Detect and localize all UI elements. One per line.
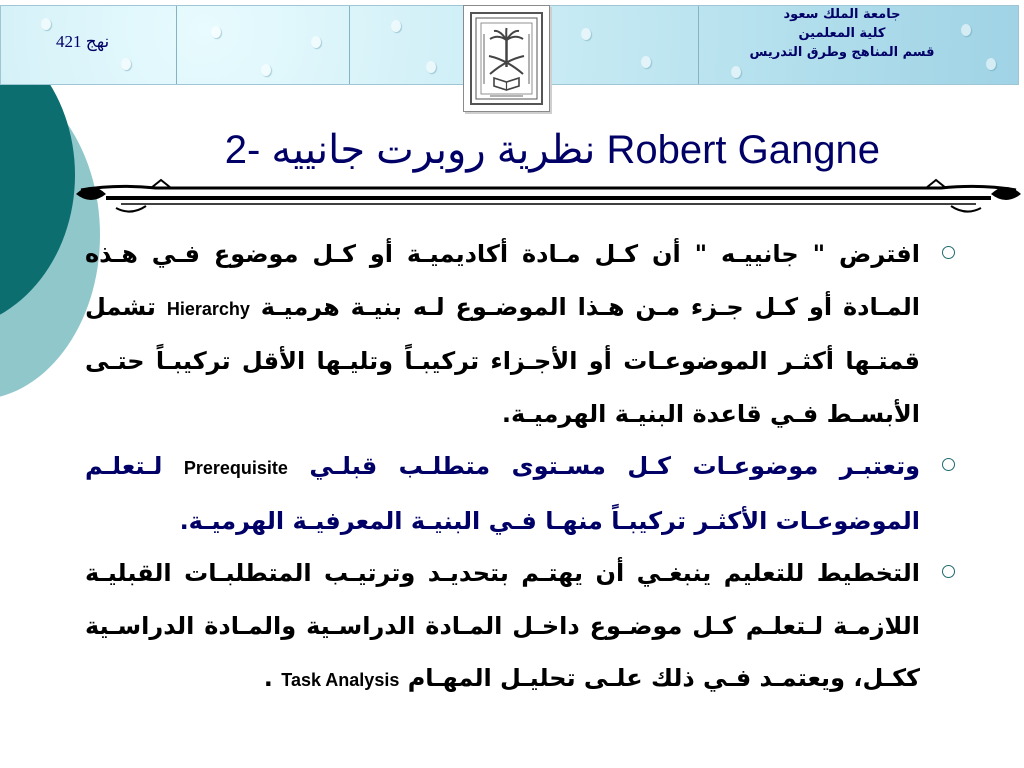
bullet-text: افترض " جانييـه " أن كـل مـادة أكاديميـة أو كـل موضوع فـي هـذه المـادة أو كـل جـزء مـن هـذا الموضـوع لـه بنيـة هرميـة — [85, 240, 920, 321]
water-drop — [391, 20, 401, 32]
water-drop — [986, 58, 996, 70]
term-english: Task Analysis — [281, 670, 400, 690]
header-divider — [698, 6, 699, 84]
college-name: كلية المعلمين — [798, 26, 886, 41]
university-logo — [463, 5, 550, 112]
water-drop — [961, 24, 971, 36]
water-drop — [41, 18, 51, 30]
circle-bullet-icon — [942, 565, 955, 578]
water-drop — [261, 64, 271, 76]
department-name: قسم المناهج وطرق التدريس — [749, 45, 935, 60]
water-drop — [731, 66, 741, 78]
header-divider — [176, 6, 177, 84]
term-english: Hierarchy — [166, 298, 250, 319]
university-name: جامعة الملك سعود — [783, 7, 901, 22]
bullet-item — [85, 440, 965, 547]
header-divider — [349, 6, 350, 84]
water-drop — [311, 36, 321, 48]
bullet-item — [85, 547, 965, 707]
water-drop — [211, 26, 221, 38]
slide-body — [85, 228, 965, 707]
bullet-text: لـتعلـم الموضوعـات الأكثـر تركيبـاً منهـا فـي البنيـة المعرفيـة الهرميـة. — [85, 452, 920, 535]
water-drop — [426, 61, 436, 73]
bullet-text: وتعتبـر موضوعـات كـل مسـتوى متطلـب قبلـي — [309, 452, 921, 480]
term-english: Prerequisite — [183, 458, 288, 478]
bullet-text: التخطيط للتعليم ينبغـي أن يهتـم بتحديـد وترتيـب المتطلبـات القبليـة اللازمـة لـتعلـم كـل موضـوع داخـل المـادة الدراسـية والمـادة الدراسـية ككـل، ويعتمـد فـي ذلك علـى تحليـل المهـام — [85, 559, 920, 692]
circle-bullet-icon — [942, 246, 955, 259]
water-drop — [641, 56, 651, 68]
slide-title: 2- نظرية روبرت جانييه Robert Gangne — [224, 128, 880, 172]
bullet-item — [85, 228, 965, 440]
water-drop — [581, 28, 591, 40]
university-header-text — [742, 5, 942, 62]
course-code: نهج 421 — [56, 32, 110, 51]
circle-bullet-icon — [942, 458, 955, 471]
bullet-text: . — [263, 664, 273, 692]
water-drop — [121, 58, 131, 70]
ornamental-divider — [76, 176, 1021, 216]
bullet-text: تشمل قمتـها أكثـر الموضوعـات أو الأجـزاء تركيبـاً وتليـها الأقل تركيبـاً حتـى الأبسـط فـي قاعدة البنيـة الهرميـة. — [85, 292, 920, 428]
logo-emblem-icon — [470, 12, 543, 105]
